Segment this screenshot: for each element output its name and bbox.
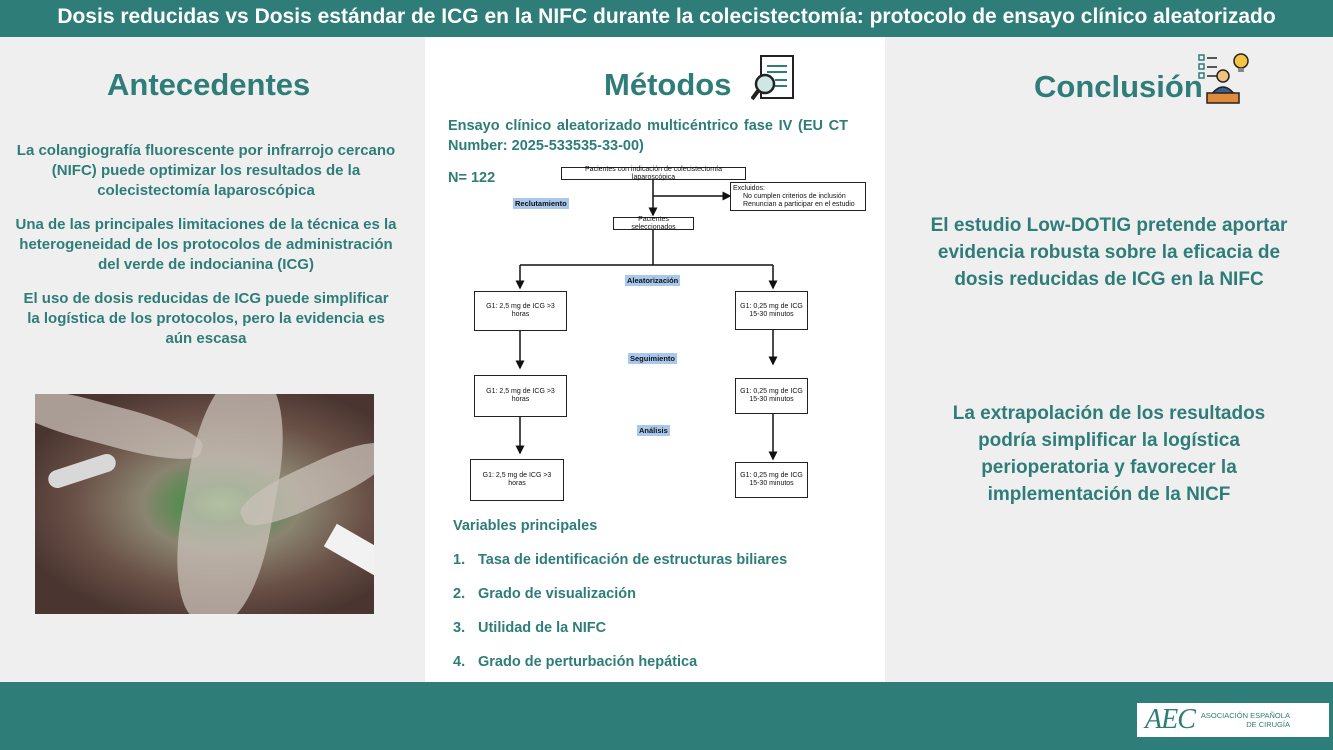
surgical-instrument-2: [324, 524, 374, 587]
metodos-column: [425, 37, 885, 682]
variables-title: Variables principales: [453, 518, 598, 534]
metodos-heading: Métodos: [604, 67, 732, 102]
flow-box-g1-recruit: G1: 2,5 mg de ICG >3 horas: [474, 291, 567, 331]
conclusion-paragraph-2: La extrapolación de los resultados podría simplificar la logística perioperatoria y favorecer la implementación de la NICF: [952, 403, 1266, 505]
flow-box-selected: Pacientes seleccionados: [613, 217, 694, 230]
conclusion-paragraph-1: El estudio Low-DOTIG pretende aportar evidencia robusta sobre la eficacia de dosis reducidas de ICG en la NIFC: [930, 215, 1288, 290]
antecedentes-heading: Antecedentes: [107, 67, 311, 102]
flow-box-g2-recruit: G1: 0,25 mg de ICG 15-30 minutos: [735, 291, 808, 330]
flow-box-g1-analysis: G1: 2,5 mg de ICG >3 horas: [470, 459, 564, 501]
antecedentes-paragraph-1: La colangiografía fluorescente por infrarrojo cercano (NIFC) puede optimizar los resultados de la colecistectomía laparoscópica: [16, 142, 396, 199]
antecedentes-paragraph-2: Una de las principales limitaciones de la técnica es la heterogeneidad de los protocolos de administración del verde de indocianina (ICG): [15, 216, 397, 273]
excluded-title: Excluidos:: [733, 185, 765, 192]
trial-description: Ensayo clínico aleatorizado multicéntrico fase IV (EU CT Number: 2025-533535-33-00): [448, 118, 848, 154]
aec-logo: [1137, 703, 1329, 737]
conclusion-heading: Conclusión: [1034, 69, 1203, 104]
laparoscopic-fluorescence-image: [35, 394, 374, 614]
variable-item: 3. Utilidad de la NIFC: [453, 620, 607, 636]
logo-mark: AEC: [1145, 704, 1195, 735]
flow-label-aleatorizacion: Aleatorización: [627, 276, 679, 285]
flow-box-g2-followup: G1: 0,25 mg de ICG 15-30 minutos: [735, 378, 808, 414]
person-idea-icon: [1197, 51, 1251, 105]
antecedentes-paragraph-3: El uso de dosis reducidas de ICG puede simplificar la logística de los protocolos, pero la evidencia es aún escasa: [23, 290, 389, 347]
antecedentes-column: [0, 37, 425, 673]
flow-box-g2-analysis: G1: 0,25 mg de ICG 15-30 minutos: [735, 462, 808, 498]
footer-bar: [0, 682, 1333, 750]
surgical-instrument: [46, 452, 118, 491]
poster-title: Dosis reducidas vs Dosis estándar de ICG en la NIFC durante la colecistectomía: protocolo de ensayo clínico aleatorizado: [0, 0, 1333, 37]
sample-size: N= 122: [448, 170, 496, 186]
excluded-reason-2: Renuncian a participar en el estudio: [743, 201, 855, 208]
variable-item: 4. Grado de perturbación hepática: [453, 654, 698, 670]
excluded-reason-1: No cumplen criterios de inclusión: [743, 193, 846, 200]
logo-text: ASOCIACIÓN ESPAÑOLA DE CIRUGÍA: [1200, 711, 1290, 729]
conclusion-column: [885, 37, 1333, 682]
flow-label-reclutamiento: Reclutamiento: [515, 199, 567, 208]
flow-label-seguimiento: Seguimiento: [630, 354, 676, 363]
flow-box-candidates: Pacientes con indicación de colecistectomía laparoscópica: [561, 167, 746, 180]
flow-label-analisis: Análisis: [639, 426, 668, 435]
flow-box-g1-followup: G1: 2,5 mg de ICG >3 horas: [474, 375, 567, 417]
flow-box-excluded: [730, 182, 866, 211]
variable-item: 1. Tasa de identificación de estructuras biliares: [453, 552, 788, 568]
variable-item: 2. Grado de visualización: [453, 586, 636, 602]
